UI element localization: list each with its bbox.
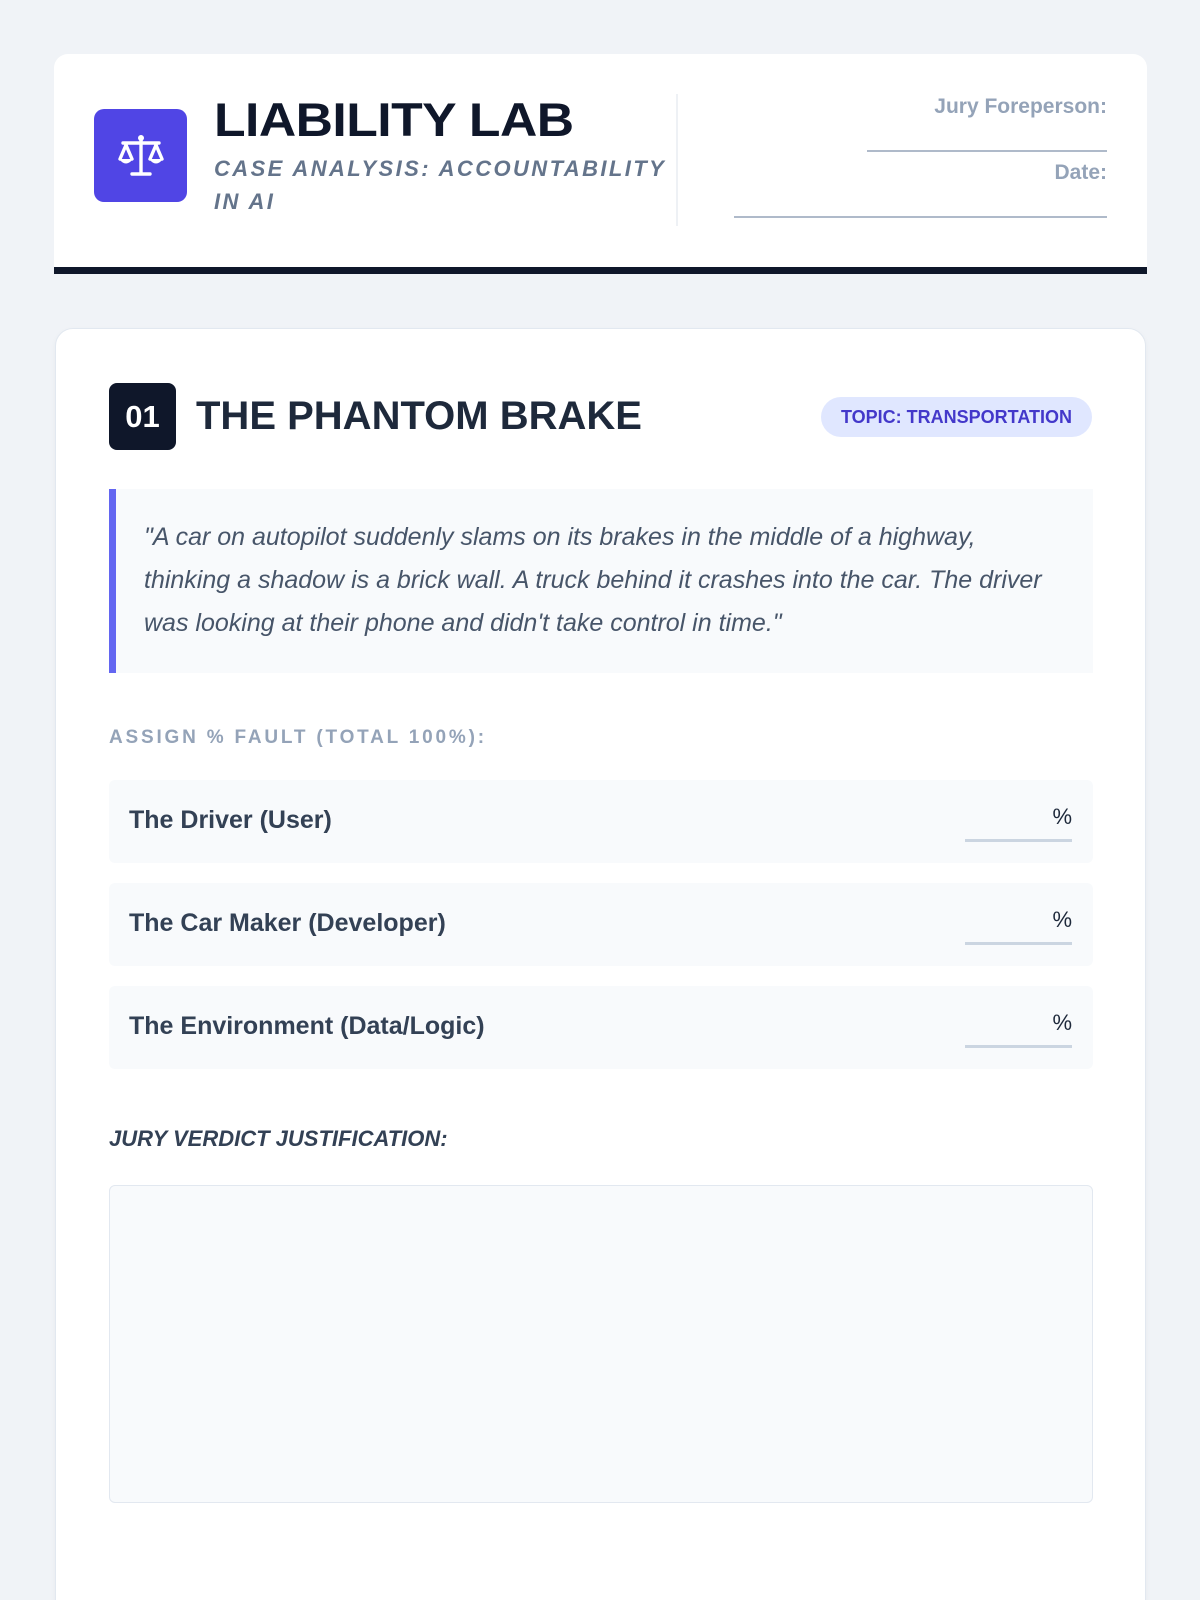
scenario-quote: "A car on autopilot suddenly slams on its brakes in the middle of a highway, thinking a shadow is a brick wall. A truck behind it crashes into the car. The driver was looking at their phone and didn't take control in time.": [109, 489, 1093, 673]
date-label: Date:: [1054, 161, 1107, 184]
case-card: [55, 328, 1146, 1600]
percent-sign: %: [1052, 907, 1072, 932]
fault-row-label: The Car Maker (Developer): [129, 909, 446, 937]
scales-of-justice-icon: [116, 134, 166, 178]
topic-badge: TOPIC: TRANSPORTATION: [821, 397, 1092, 437]
environment-fault-input[interactable]: [965, 1008, 1072, 1048]
case-title: THE PHANTOM BRAKE: [196, 394, 642, 438]
fault-row-label: The Environment (Data/Logic): [129, 1012, 485, 1040]
percent-sign: %: [1052, 1010, 1072, 1035]
car-maker-fault-input[interactable]: [965, 905, 1072, 945]
jury-foreperson-label: Jury Foreperson:: [934, 95, 1107, 118]
worksheet-header: [54, 54, 1147, 274]
date-line[interactable]: [734, 216, 1107, 218]
driver-fault-input[interactable]: [965, 802, 1072, 842]
verdict-heading: JURY VERDICT JUSTIFICATION:: [109, 1126, 448, 1151]
fault-row-driver: [109, 780, 1093, 863]
header-divider: [676, 94, 678, 226]
logo-tile: [94, 109, 187, 202]
percent-sign: %: [1052, 804, 1072, 829]
brand-title: LIABILITY LAB: [214, 93, 574, 146]
verdict-justification-textarea[interactable]: [109, 1185, 1093, 1503]
case-number-badge: 01: [109, 383, 176, 450]
jury-foreperson-line[interactable]: [867, 150, 1107, 152]
fault-row-label: The Driver (User): [129, 806, 332, 834]
fault-heading: ASSIGN % FAULT (TOTAL 100%):: [109, 727, 487, 748]
fault-row-car-maker: [109, 883, 1093, 966]
fault-row-environment: [109, 986, 1093, 1069]
brand-subtitle: CASE ANALYSIS: ACCOUNTABILITY IN AI: [214, 156, 666, 214]
